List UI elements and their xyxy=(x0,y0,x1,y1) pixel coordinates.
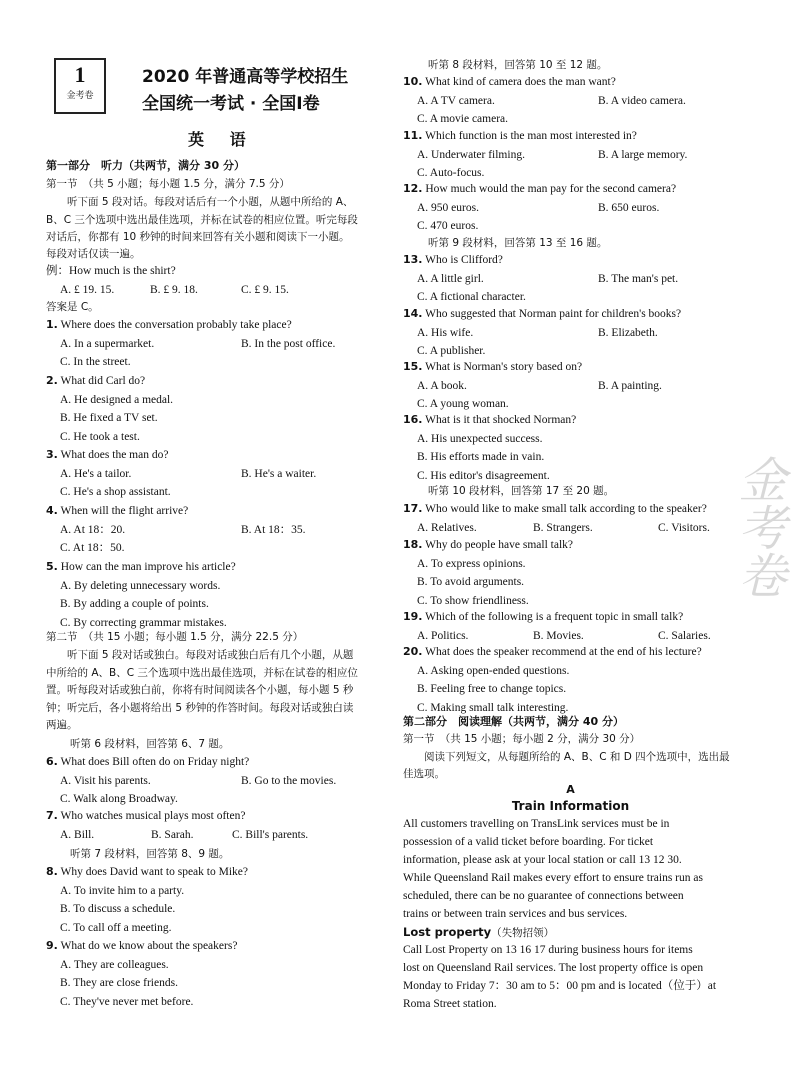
part2-heading: 第二部分 阅读理解（共两节，满分 40 分） xyxy=(403,715,624,728)
option-b: B. Movies. xyxy=(533,629,584,642)
question-number: 15. xyxy=(403,360,423,373)
option-c: C. A fictional character. xyxy=(417,291,526,303)
option-a: A. Underwater filming. xyxy=(417,148,525,161)
question-stem xyxy=(403,253,503,267)
passage-line: Call Lost Property on 13 16 17 during business hours for items xyxy=(403,944,693,956)
question-text: What kind of camera does the man want? xyxy=(422,76,616,88)
question-number: 2. xyxy=(46,374,58,387)
lost-property-heading xyxy=(403,925,554,940)
option-c: C. They've never met before. xyxy=(60,995,194,1008)
part1-sec1-heading: 第一节 （共 5 小题；每小题 1.5 分，满分 7.5 分） xyxy=(46,178,290,190)
question-stem xyxy=(403,307,681,321)
option-b: B. He's a waiter. xyxy=(241,467,317,480)
exam-title-line2: 全国统一考试 · 全国Ⅰ卷 xyxy=(142,94,320,114)
option-c: C. A movie camera. xyxy=(417,113,509,125)
option-a: A. His unexpected success. xyxy=(417,432,543,445)
question-text: What does the speaker recommend at the end of his lecture? xyxy=(422,646,702,658)
part2-sec1-heading: 第一节 （共 15 小题；每小题 2 分，满分 30 分） xyxy=(403,733,641,745)
question-stem xyxy=(46,318,292,332)
option-a: A. Politics. xyxy=(417,629,469,642)
part1-sec2-instr: 中所给的 A、B、C 三个选项中选出最佳选项，并标在试卷的相应位 xyxy=(46,667,358,679)
passage-line: Monday to Friday 7：30 am to 5：00 pm and is located（位于）at xyxy=(403,980,717,992)
option-b: B. Sarah. xyxy=(151,828,194,841)
option-c: C. At 18：50. xyxy=(60,542,125,554)
question-number: 12. xyxy=(403,182,423,195)
question-text: What did Carl do? xyxy=(57,375,146,387)
question-number: 8. xyxy=(46,865,58,878)
option-c: C. By correcting grammar mistakes. xyxy=(60,616,227,629)
question-number: 5. xyxy=(46,560,58,573)
material-note: 听第 8 段材料，回答第 10 至 12 题。 xyxy=(428,59,608,71)
question-stem xyxy=(403,610,683,624)
passage-title: Train Information xyxy=(511,799,630,813)
option-b: B. At 18：35. xyxy=(241,523,306,536)
example-option: C. £ 9. 15. xyxy=(241,284,289,296)
question-stem xyxy=(403,538,573,552)
option-b: B. His efforts made in vain. xyxy=(417,451,545,463)
passage-letter: A xyxy=(566,783,575,796)
option-c: C. He's a shop assistant. xyxy=(60,486,171,498)
option-b: B. Feeling free to change topics. xyxy=(417,683,567,695)
part1-sec1-instr: 听下面 5 段对话。每段对话后有一个小题，从题中所给的 A、 xyxy=(46,196,354,208)
example-answer: 答案是 C。 xyxy=(46,301,99,313)
option-a: A. To express opinions. xyxy=(417,557,526,570)
option-a: A. 950 euros. xyxy=(417,201,479,214)
passage-line: possession of a valid ticket before boarding. For ticket xyxy=(403,836,654,848)
badge-tag: 金考卷 xyxy=(66,91,94,101)
question-stem xyxy=(403,360,582,374)
part1-sec2-heading: 第二节 （共 15 小题；每小题 1.5 分，满分 22.5 分） xyxy=(46,631,304,643)
option-b: B. To discuss a schedule. xyxy=(60,903,176,915)
option-a: A. In a supermarket. xyxy=(60,337,155,350)
option-c: C. To call off a meeting. xyxy=(60,921,172,934)
question-text: Why do people have small talk? xyxy=(422,539,574,551)
question-text: How can the man improve his article? xyxy=(57,561,236,573)
option-b: B. 650 euros. xyxy=(598,201,660,214)
part1-heading: 第一部分 听力（共两节，满分 30 分） xyxy=(46,159,245,172)
question-number: 11. xyxy=(403,129,423,142)
question-stem xyxy=(403,182,676,196)
question-stem xyxy=(46,755,249,769)
watermark xyxy=(712,455,786,599)
question-stem xyxy=(403,502,707,516)
material-note: 听第 6 段材料，回答第 6、7 题。 xyxy=(70,738,230,750)
question-text: When will the flight arrive? xyxy=(57,505,189,517)
option-a: A. A little girl. xyxy=(417,272,484,285)
question-number: 10. xyxy=(403,75,423,88)
option-c: C. His editor's disagreement. xyxy=(417,469,550,482)
question-number: 1. xyxy=(46,318,58,331)
question-number: 18. xyxy=(403,538,423,551)
option-b: B. Go to the movies. xyxy=(241,774,337,787)
question-number: 13. xyxy=(403,253,423,266)
option-c: C. Visitors. xyxy=(658,521,710,534)
question-stem xyxy=(403,129,637,143)
example-option: A. £ 19. 15. xyxy=(60,284,115,296)
subject-title: 英 语 xyxy=(188,130,256,149)
question-text: Who watches musical plays most often? xyxy=(57,810,246,822)
question-stem xyxy=(46,939,237,953)
option-c: C. Making small talk interesting. xyxy=(417,701,569,714)
part1-sec1-instr: 每段对话仅读一遍。 xyxy=(46,248,141,260)
option-a: A. By deleting unnecessary words. xyxy=(60,579,221,592)
option-b: B. To avoid arguments. xyxy=(417,576,525,588)
lost-property-title: Lost property xyxy=(403,925,492,939)
part1-sec2-instr: 置。听每段对话或独白前，你将有时间阅读各个小题，每小题 5 秒 xyxy=(46,684,354,696)
option-a: A. He designed a medal. xyxy=(60,393,174,406)
part1-sec1-instr: B、C 三个选项中选出最佳选项，并标在试卷的相应位置。听完每段 xyxy=(46,214,358,226)
option-a: A. A TV camera. xyxy=(417,94,495,107)
option-b: B. The man's pet. xyxy=(598,272,679,285)
question-text: What is it that shocked Norman? xyxy=(422,414,577,426)
question-number: 19. xyxy=(403,610,423,623)
option-b: B. He fixed a TV set. xyxy=(60,412,158,424)
question-stem xyxy=(46,865,248,879)
question-text: Which of the following is a frequent topic in small talk? xyxy=(422,611,684,623)
option-b: B. By adding a couple of points. xyxy=(60,598,209,610)
badge-number: 1 xyxy=(74,62,86,87)
watermark-text: 金考卷 xyxy=(730,455,786,599)
option-b: B. Elizabeth. xyxy=(598,326,658,339)
passage-line: lost on Queensland Rail services. The lost property office is open xyxy=(403,962,704,974)
question-stem xyxy=(46,374,145,388)
question-text: Who would like to make small talk according to the speaker? xyxy=(422,503,707,515)
material-note: 听第 10 段材料，回答第 17 至 20 题。 xyxy=(428,485,615,497)
option-a: A. At 18：20. xyxy=(60,523,126,536)
option-a: A. Asking open-ended questions. xyxy=(417,664,570,677)
question-text: What is Norman's story based on? xyxy=(422,361,583,373)
option-c: C. To show friendliness. xyxy=(417,594,529,607)
passage-line: All customers travelling on TransLink services must be in xyxy=(403,818,670,830)
option-a: A. To invite him to a party. xyxy=(60,884,185,897)
part2-instr: 阅读下列短文，从每题所给的 A、B、C 和 D 四个选项中，选出最 xyxy=(403,751,730,763)
option-a: A. A book. xyxy=(417,379,467,392)
option-c: C. In the street. xyxy=(60,356,131,368)
question-stem xyxy=(46,504,188,518)
option-c: C. A young woman. xyxy=(417,398,509,410)
question-text: What does the man do? xyxy=(57,449,169,461)
example-option: B. £ 9. 18. xyxy=(150,284,198,296)
option-b: B. A painting. xyxy=(598,379,662,392)
option-b: B. A large memory. xyxy=(598,148,688,161)
option-c: C. He took a test. xyxy=(60,430,140,443)
question-number: 6. xyxy=(46,755,58,768)
question-number: 7. xyxy=(46,809,58,822)
lost-property-cn: （失物招领） xyxy=(491,927,555,939)
option-b: B. They are close friends. xyxy=(60,977,178,989)
option-c: C. Walk along Broadway. xyxy=(60,793,178,805)
question-text: Who suggested that Norman paint for children's books? xyxy=(422,308,682,320)
option-c: C. Auto-focus. xyxy=(417,167,485,179)
option-a: A. His wife. xyxy=(417,326,474,339)
question-stem xyxy=(403,75,616,89)
question-text: What do we know about the speakers? xyxy=(57,940,238,952)
part2-instr: 佳选项。 xyxy=(403,768,445,780)
part1-sec2-instr: 两遍。 xyxy=(46,719,78,731)
question-number: 20. xyxy=(403,645,423,658)
option-a: A. They are colleagues. xyxy=(60,958,169,971)
question-stem xyxy=(403,645,702,659)
option-c: C. A publisher. xyxy=(417,345,486,357)
question-text: Why does David want to speak to Mike? xyxy=(57,866,248,878)
option-b: B. Strangers. xyxy=(533,521,593,534)
option-c: C. Bill's parents. xyxy=(232,828,309,841)
option-b: B. A video camera. xyxy=(598,94,686,107)
material-note: 听第 7 段材料，回答第 8、9 题。 xyxy=(70,848,230,860)
question-number: 16. xyxy=(403,413,423,426)
question-stem xyxy=(46,448,168,462)
material-note: 听第 9 段材料，回答第 13 至 16 题。 xyxy=(428,237,608,249)
question-text: How much would the man pay for the second camera? xyxy=(422,183,677,195)
part1-sec1-instr: 对话后，你都有 10 秒钟的时间来回答有关小题和阅读下一小题。 xyxy=(46,231,350,243)
exam-badge xyxy=(54,58,106,114)
example-question: 例：How much is the shirt? xyxy=(46,265,176,277)
question-number: 9. xyxy=(46,939,58,952)
option-a: A. Relatives. xyxy=(417,521,477,534)
passage-line: trains or between train services and bus services. xyxy=(403,908,628,920)
question-stem xyxy=(46,560,236,574)
option-a: A. He's a tailor. xyxy=(60,467,132,480)
question-number: 17. xyxy=(403,502,423,515)
question-number: 3. xyxy=(46,448,58,461)
passage-line: While Queensland Rail makes every effort to ensure trains run as xyxy=(403,872,703,884)
question-text: What does Bill often do on Friday night? xyxy=(57,756,250,768)
option-b: B. In the post office. xyxy=(241,337,336,350)
question-stem xyxy=(403,413,576,427)
question-number: 14. xyxy=(403,307,423,320)
passage-line: scheduled, there can be no guarantee of connections between xyxy=(403,890,684,902)
question-text: Who is Clifford? xyxy=(422,254,503,266)
option-c: C. Salaries. xyxy=(658,629,711,642)
option-a: A. Visit his parents. xyxy=(60,774,151,787)
passage-line: Roma Street station. xyxy=(403,998,497,1010)
question-text: Where does the conversation probably take place? xyxy=(57,319,292,331)
option-a: A. Bill. xyxy=(60,828,95,841)
passage-line: information, please ask at your local station or call 13 12 30. xyxy=(403,854,682,866)
exam-title-line1: 2020 年普通高等学校招生 xyxy=(142,67,349,87)
question-stem xyxy=(46,809,245,823)
part1-sec2-instr: 听下面 5 段对话或独白。每段对话或独白后有几个小题，从题 xyxy=(46,649,354,661)
question-text: Which function is the man most interested in? xyxy=(422,130,637,142)
part1-sec2-instr: 钟；听完后，各小题将给出 5 秒钟的作答时间。每段对话或独白读 xyxy=(46,702,354,714)
option-c: C. 470 euros. xyxy=(417,220,479,232)
question-number: 4. xyxy=(46,504,58,517)
